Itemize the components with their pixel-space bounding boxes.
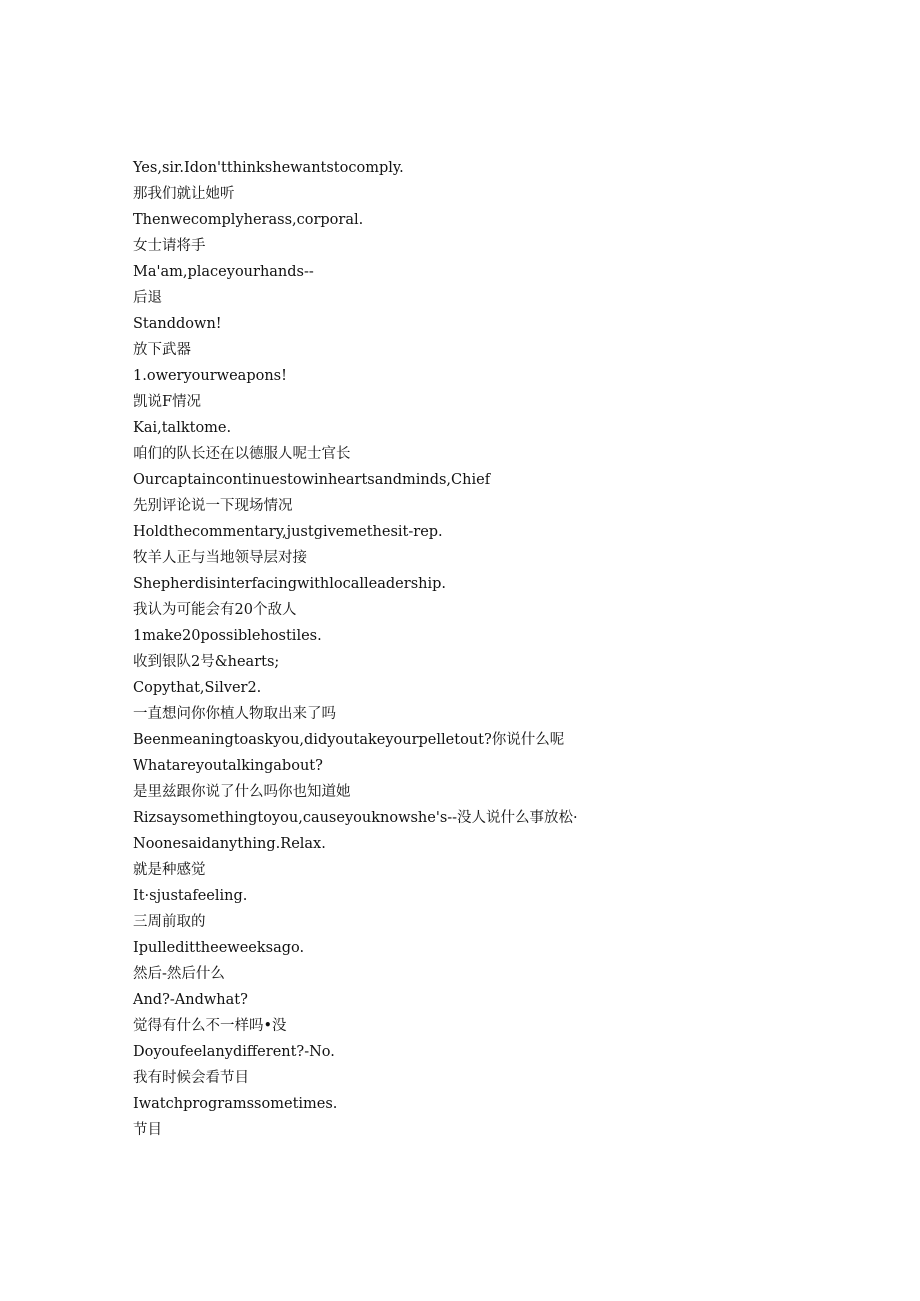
text-line: 然后-然后什么 bbox=[133, 966, 225, 982]
text-line: Yes,sir.Idon'tthinkshewantstocomply. bbox=[133, 160, 404, 176]
text-line: Holdthecommentary,justgivemethesit-rep. bbox=[133, 524, 443, 540]
text-line: 一直想问你你植人物取出来了吗 bbox=[133, 706, 336, 722]
text-line: 是里兹跟你说了什么吗你也知道她 bbox=[133, 784, 351, 800]
text-line: 收到银队2号&hearts; bbox=[133, 654, 280, 670]
text-line: Whatareyoutalkingabout? bbox=[133, 758, 323, 774]
text-line: 觉得有什么不一样吗•没 bbox=[133, 1018, 287, 1034]
text-line: Doyoufeelanydifferent?-No. bbox=[133, 1044, 335, 1060]
text-line: Kai,talktome. bbox=[133, 420, 232, 436]
text-line: 1make20possiblehostiles. bbox=[133, 628, 322, 644]
text-line: 女士请将手 bbox=[133, 238, 206, 254]
text-line: Copythat,Silver2. bbox=[133, 680, 262, 696]
text-line: Thenwecomplyherass,corporal. bbox=[133, 212, 364, 228]
subtitle-lines bbox=[133, 155, 853, 1143]
text-line: Rizsaysomethingtoyou,causeyouknowshe's--没人说什么事放松· bbox=[133, 810, 578, 826]
text-line: Shepherdisinterfacingwithlocalleadership. bbox=[133, 576, 447, 592]
text-line: It·sjustafeeling. bbox=[133, 888, 248, 904]
text-line: 咱们的队长还在以德服人呢士官长 bbox=[133, 446, 351, 462]
text-line: 1.oweryourweapons! bbox=[133, 368, 287, 384]
text-line: 我认为可能会有20个敌人 bbox=[133, 602, 297, 618]
text-line: 我有时候会看节目 bbox=[133, 1070, 249, 1086]
text-line: Standdown! bbox=[133, 316, 222, 332]
text-line: Beenmeaningtoaskyou,didyoutakeyourpelletout?你说什么呢 bbox=[133, 732, 565, 748]
text-line: Iwatchprogramssometimes. bbox=[133, 1096, 338, 1112]
text-line: 先别评论说一下现场情况 bbox=[133, 498, 293, 514]
text-line: Noonesaidanything.Relax. bbox=[133, 836, 326, 852]
text-line: 就是种感觉 bbox=[133, 862, 206, 878]
text-line: Ourcaptaincontinuestowinheartsandminds,Chief bbox=[133, 472, 491, 488]
text-line: Ipulledittheeweeksago. bbox=[133, 940, 305, 956]
text-line: Ma'am,placeyourhands-- bbox=[133, 264, 314, 280]
text-line: 节目 bbox=[133, 1122, 162, 1138]
text-line: And?-Andwhat? bbox=[133, 992, 248, 1008]
text-line: 后退 bbox=[133, 290, 162, 306]
text-line: 三周前取的 bbox=[133, 914, 206, 930]
text-line: 放下武器 bbox=[133, 342, 191, 358]
text-line: 凯说F情况 bbox=[133, 394, 202, 410]
text-line: 牧羊人正与当地领导层对接 bbox=[133, 550, 307, 566]
text-line: 那我们就让她听 bbox=[133, 186, 235, 202]
